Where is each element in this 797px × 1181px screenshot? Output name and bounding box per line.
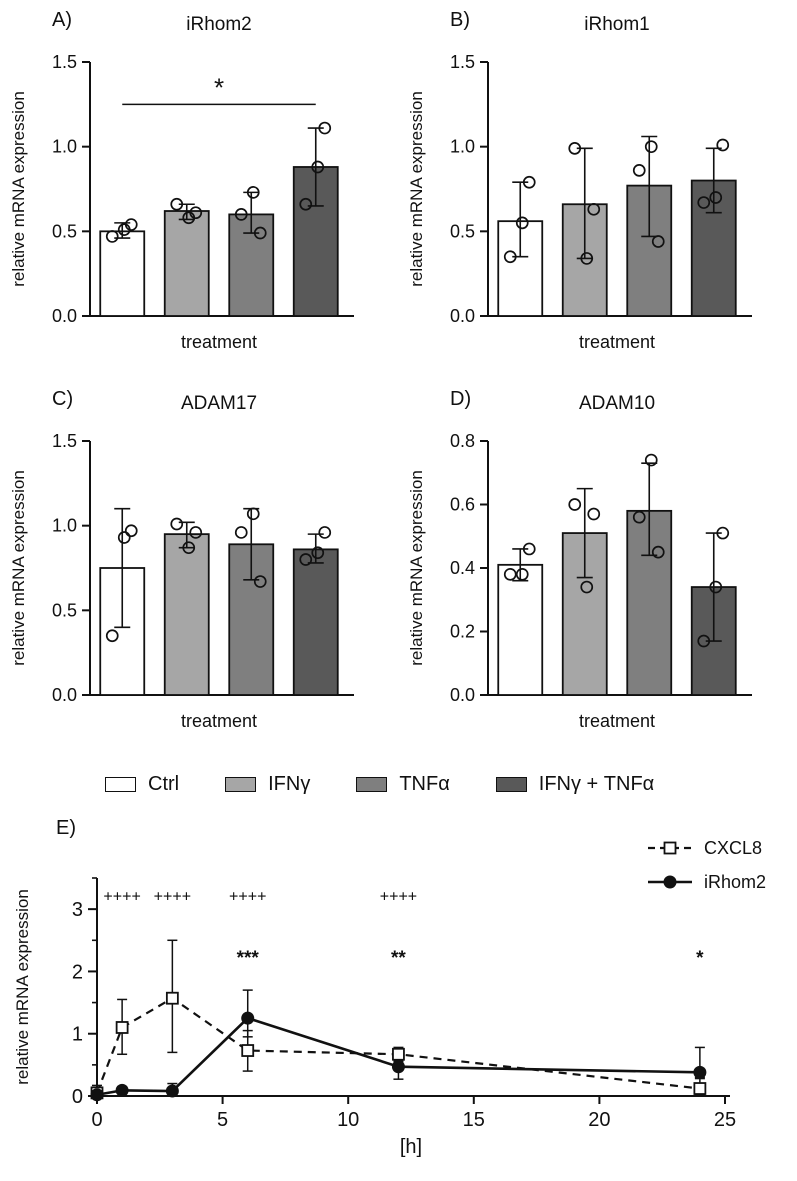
svg-text:D): D) [450,388,472,410]
svg-text:relative mRNA expression: relative mRNA expression [9,91,28,287]
legend-item-ifng [225,773,310,796]
svg-text:25: 25 [713,1109,737,1131]
svg-text:1.0: 1.0 [449,136,475,157]
legend-label: TNFα [399,772,450,795]
svg-text:10: 10 [337,1109,360,1131]
svg-text:15: 15 [462,1109,485,1131]
svg-text:iRhom1: iRhom1 [584,14,650,35]
svg-text:A): A) [52,9,72,31]
svg-text:++++: ++++ [229,888,267,906]
svg-text:CXCL8: CXCL8 [704,838,763,858]
svg-text:2: 2 [71,961,83,984]
legend-item-tnfa [356,773,449,796]
legend-label: IFNγ + TNFα [538,772,655,795]
svg-text:5: 5 [217,1109,229,1131]
legend-item-ifng-tnfa [496,773,654,796]
svg-text:iRhom2: iRhom2 [704,872,767,892]
svg-text:0.8: 0.8 [449,431,475,451]
panel-e-timecourse [0,810,797,1161]
svg-text:*: * [696,947,704,969]
svg-text:1: 1 [71,1023,83,1046]
svg-text:treatment: treatment [180,711,258,731]
svg-text:0.0: 0.0 [51,306,77,326]
svg-text:E): E) [56,817,76,839]
legend-label: IFNγ [268,772,311,795]
legend-item-ctrl [105,773,179,796]
svg-text:**: ** [391,947,406,969]
svg-text:treatment: treatment [578,711,656,731]
svg-text:B): B) [450,9,470,31]
svg-text:ADAM10: ADAM10 [578,393,656,414]
chart-irhom1 [398,0,796,379]
svg-text:++++: ++++ [379,888,418,906]
svg-text:ADAM17: ADAM17 [180,393,258,414]
chart-adam17 [0,379,398,758]
svg-text:0.0: 0.0 [51,685,77,705]
svg-text:treatment: treatment [180,332,258,352]
svg-text:[h]: [h] [399,1136,423,1158]
svg-text:0.0: 0.0 [449,306,475,326]
svg-text:relative mRNA expression: relative mRNA expression [407,470,426,666]
svg-text:0.2: 0.2 [449,621,475,642]
chart-adam10 [398,379,796,758]
ctrl-swatch-icon [105,777,136,792]
tnfa-swatch-icon [356,777,387,792]
svg-text:relative mRNA expression: relative mRNA expression [407,91,426,287]
svg-text:3: 3 [71,899,83,922]
svg-text:*: * [213,72,225,103]
svg-text:1.5: 1.5 [449,52,475,72]
panel-b-irhom1 [398,0,796,379]
svg-text:0.6: 0.6 [449,494,475,515]
chart-timecourse [0,810,797,1161]
svg-text:iRhom2: iRhom2 [186,14,252,35]
svg-text:1.0: 1.0 [51,136,77,157]
legend-label: Ctrl [148,772,180,795]
svg-text:***: *** [236,947,259,969]
svg-text:++++: ++++ [103,888,141,906]
svg-text:relative mRNA expression: relative mRNA expression [9,470,28,666]
svg-text:C): C) [52,388,74,410]
svg-text:++++: ++++ [153,888,192,906]
svg-text:0.5: 0.5 [449,221,475,242]
svg-text:0.4: 0.4 [449,558,475,578]
ifng-swatch-icon [225,777,256,792]
svg-text:20: 20 [588,1109,611,1131]
svg-text:0.5: 0.5 [51,221,77,242]
svg-text:1.5: 1.5 [51,52,77,72]
panel-c-adam17 [0,379,398,758]
svg-text:relative mRNA expression: relative mRNA expression [13,889,32,1085]
svg-text:0.5: 0.5 [51,600,77,621]
panel-a-irhom2 [0,0,398,379]
ifng-tnfa-swatch-icon [496,777,527,792]
svg-text:treatment: treatment [578,332,656,352]
svg-text:1.0: 1.0 [51,515,77,536]
panel-d-adam10 [398,379,796,758]
chart-irhom2 [0,0,398,379]
svg-text:0: 0 [91,1109,103,1131]
svg-text:0.0: 0.0 [449,685,475,705]
svg-text:1.5: 1.5 [51,431,77,451]
svg-text:0: 0 [71,1086,83,1108]
treatment-legend [0,760,797,808]
